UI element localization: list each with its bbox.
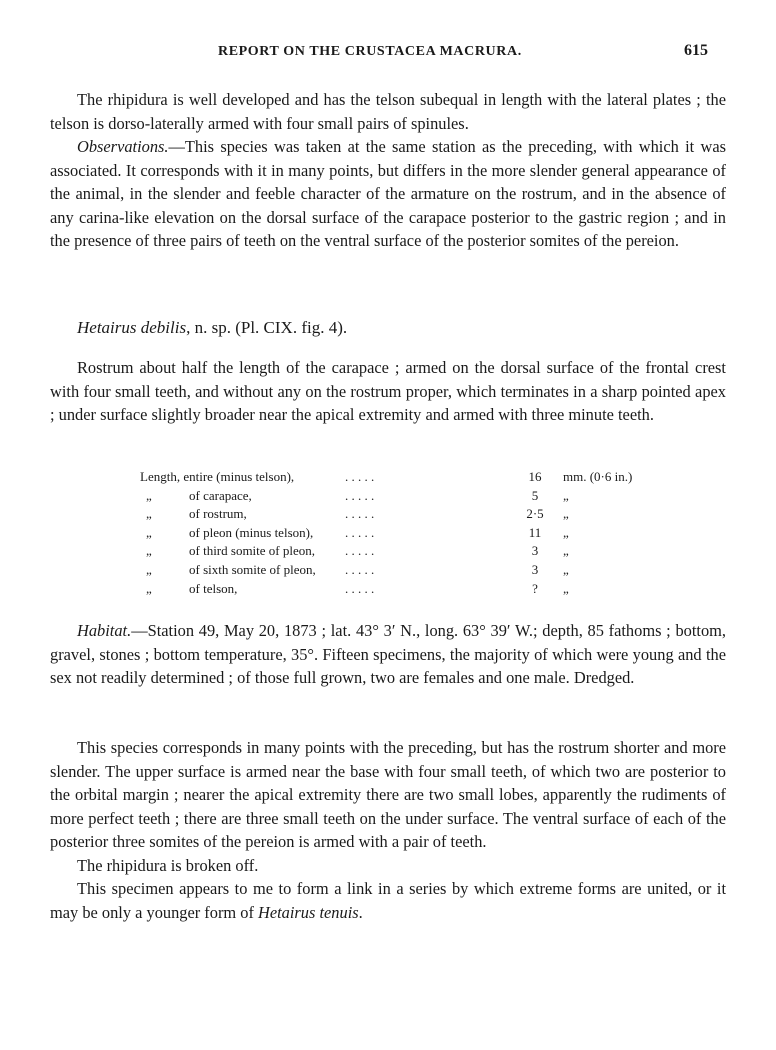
measurement-unit: „ <box>563 487 569 503</box>
paragraph-rhipidura: The rhipidura is well developed and has the telson subequal in length with the lateral plates ; the telson is dorso-laterally armed with four small pairs of spinules. <box>50 90 726 133</box>
species-description-section <box>50 356 726 427</box>
ditto-mark: „ <box>146 580 152 596</box>
leader-dots: . . . . . <box>345 506 375 522</box>
measurement-label: of pleon (minus telson), <box>189 524 314 540</box>
paragraph-habitat <box>50 619 726 690</box>
observations-text: —This species was taken at the same station as the preceding, with which it was associated. It corresponds with it in many points, but differs in the more slender general appearance of the animal, in the slender and feeble character of the armature on the rostrum, and in the absence of any carina-like elevation on the dorsal surface of the carapace posterior to the gastric region ; and in the presence of three pairs of teeth on the ventral surface of the posterior somites of the pereion. <box>50 137 726 250</box>
measurement-label: Length, entire (minus telson), <box>140 469 295 484</box>
intro-section <box>50 88 726 253</box>
measurement-unit: „ <box>563 561 569 577</box>
closing-section <box>50 736 726 924</box>
page-number: 615 <box>684 42 708 59</box>
ditto-mark: „ <box>146 487 152 503</box>
measurement-unit: „ <box>563 524 569 540</box>
paragraph-rhipidura-broken: The rhipidura is broken off. <box>77 855 259 875</box>
measurement-label: of sixth somite of pleon, <box>189 561 316 577</box>
measurement-unit: „ <box>563 580 569 596</box>
running-title: REPORT ON THE CRUSTACEA MACRURA. <box>218 44 522 59</box>
ditto-mark: „ <box>146 543 152 559</box>
habitat-text: —Station 49, May 20, 1873 ; lat. 43° 3′ N., long. 63° 39′ W.; depth, 85 fathoms ; bottom, gravel, stones ; bottom temperature, 35°. Fifteen specimens, the majority of which were young and the sex not readily determined ; of those full grown, two are females and one male. Dredged. <box>50 621 726 687</box>
paragraph-observations <box>50 135 726 253</box>
measurement-unit: mm. (0·6 in.) <box>563 469 633 484</box>
measurement-unit: „ <box>563 543 569 559</box>
leader-dots: . . . . . <box>345 543 375 559</box>
measurement-value: 3 <box>531 561 539 577</box>
measurement-label: of telson, <box>189 580 238 596</box>
paragraph-link <box>50 877 726 924</box>
ditto-mark: „ <box>146 506 152 522</box>
species-name: Hetairus debilis <box>77 318 187 337</box>
link-text: This specimen appears to me to form a link in a series by which extreme forms are united, or it may be only a younger form of <box>50 879 726 922</box>
measurement-value: 16 <box>528 469 542 484</box>
measurement-value: ? <box>532 580 538 596</box>
measurement-label: of rostrum, <box>189 506 247 522</box>
measurement-value: 2·5 <box>526 506 544 522</box>
measurement-label: of carapace, <box>189 487 252 503</box>
species-reference: Hetairus tenuis <box>258 902 359 922</box>
leader-dots: . . . . . <box>345 524 375 540</box>
leader-dots: . . . . . <box>345 580 375 596</box>
measurement-label: of third somite of pleon, <box>189 543 316 559</box>
species-description: Rostrum about half the length of the carapace ; armed on the dorsal surface of the frontal crest with four small teeth, and without any on the rostrum proper, which terminates in a sharp pointed apex ; under surface slightly broader near the apical extremity and armed with three minute teeth. <box>50 358 726 424</box>
link-text-end: . <box>358 902 363 922</box>
leader-dots: . . . . . <box>345 469 375 484</box>
species-heading <box>77 318 347 338</box>
paragraph-comparison: This species corresponds in many points with the preceding, but has the rostrum shorter and more slender. The upper surface is armed near the base with four small teeth, of which two are posterior to the orbital margin ; nearer the apical extremity there are two small lobes, apparently the rudiments of more perfect teeth ; there are three small teeth on the under surface. The ventral surface of each of the posterior three somites of the pereion is armed with a pair of teeth. <box>50 738 726 851</box>
species-heading-suffix: , n. sp. (Pl. CIX. fig. 4). <box>186 318 348 337</box>
measurement-unit: „ <box>563 506 569 522</box>
habitat-section <box>50 619 726 690</box>
ditto-mark: „ <box>146 561 152 577</box>
measurement-value: 11 <box>528 524 542 540</box>
observations-label: Observations. <box>77 137 169 156</box>
measurement-value: 3 <box>531 543 539 559</box>
leader-dots: . . . . . <box>345 487 375 503</box>
ditto-mark: „ <box>146 524 152 540</box>
habitat-label: Habitat. <box>77 621 132 640</box>
leader-dots: . . . . . <box>345 561 375 577</box>
measurement-value: 5 <box>531 487 539 503</box>
